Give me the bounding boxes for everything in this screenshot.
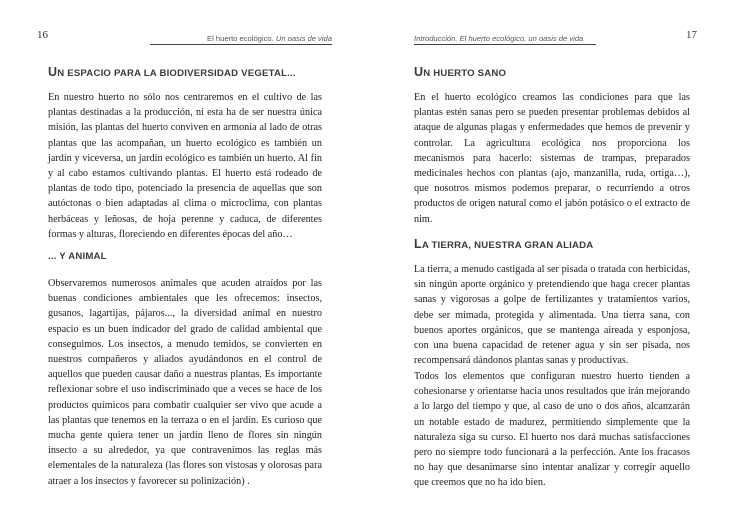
header-rule bbox=[414, 44, 596, 45]
body-paragraph: La tierra, a menudo castigada al ser pisada o tratada con herbicidas, sin ningún aporte orgánico y pretendiendo que haga crecer plantas sanas y vigorosas a golpe de fertilizantes y tratamientos varios, debe ser mimada, protegida y alimentada. Una tierra sana, con buenos aportes orgánicos, que se mantenga aireada y esponjosa, con una buena capacidad de retener agua y sin ser pisada, nos recompensará dándonos plantas sanas y productivas. bbox=[414, 264, 690, 367]
section-heading bbox=[414, 237, 593, 251]
section-heading bbox=[414, 65, 506, 79]
running-head-subtitle: Un oasis de vida bbox=[275, 34, 332, 43]
heading-initial: U bbox=[414, 65, 424, 79]
heading-initial: L bbox=[414, 237, 422, 251]
heading-text: N HUERTO SANO bbox=[423, 68, 507, 79]
body-paragraph: En nuestro huerto no sólo nos centraremos en el cultivo de las plantas destinadas a la producción, ni esta ha de ser nuestra única misión, las plantas del huerto conviven en armonía al lado de otras plantas que las acompañan, un huerto ecológico es también un jardín y viceversa, un jardín ecológico es también un huerto. Al fin y al cabo estamos cultivando plantas. El huerto está rodeado de plantas de todo tipo, potenciado la presencia de aquellas que son autóctonas o bien adaptadas al clima o microclima, con plantas herbáceas y leñosas, de hoja perenne y caduca, de diferentes formas y alturas, floreciendo en diferentes épocas del año… bbox=[48, 92, 322, 240]
section-heading: ... Y ANIMAL bbox=[48, 251, 107, 262]
body-paragraph: En el huerto ecológico creamos las condiciones para que las plantas estén sanas pero se pueden presentar problemas debidos al ataque de algunas plagas y enfermedades que hemos de prevenir y controlar. La agricultura ecológica nos proporciona los mecanismos para hacerlo: sistemas de trampas, preparados medicinales hechos con plantas (ajo, manzanilla, ruda, ortiga…), que nosotros mismos podemos preparar, o recurriendo a otros productos de origen natural como el jabón potásico o el extracto de nim. bbox=[414, 92, 690, 225]
running-head: Introducción. El huerto ecológico, un oasis de vida bbox=[414, 34, 584, 43]
heading-text: N ESPACIO PARA LA BIODIVERSIDAD VEGETAL... bbox=[57, 68, 296, 79]
section-heading bbox=[48, 65, 296, 79]
heading-text: A TIERRA, NUESTRA GRAN ALIADA bbox=[421, 240, 594, 251]
header-rule bbox=[150, 44, 332, 45]
body-paragraph: Observaremos numerosos animales que acuden atraídos por las buenas condiciones ambientales que les ofrecemos: insectos, gusanos, lagartijas, pájaros..., la diversidad animal en nuestro espacio es un buen indicador del grado de calidad ambiental que conseguimos. Los insectos, a menudo temidos, se convierten en nuestros compañeros y aliados ayudándonos en el control de aquellos que pueden causar daño a nuestras plantas. Es importante reflexionar sobre el uso indiscriminado que a veces se hace de los productos químicos para combatir cualquier ser vivo que acude a las plantas que tenemos en la terraza o en el jardín. Es curioso que mucha gente quiera tener un jardín lleno de flores sin ningún insecto a su alrededor, ya que contravenimos las reglas más elementales de la naturaleza (las flores son vistosas y olorosas para atraer a los insectos y favorecer su polinización) . bbox=[48, 278, 322, 487]
heading-initial: U bbox=[48, 65, 58, 79]
running-head-title: El huerto ecológico. bbox=[207, 34, 274, 43]
body-paragraph: Todos los elementos que configuran nuestro huerto tienden a cohesionarse y orientarse hacia unos resultados que irán mejorando a lo largo del tiempo y que, al caso de uno o dos años, alcanzarán un notable estado de madurez, permitiendo simplemente que la naturaleza siga su curso. El huerto nos dará muchas satisfacciones pero no siempre todo funcionará a la perfección. Ante los fracasos no hay que desanimarse sino intentar analizar y corregir aquello que creemos que no ha ido bien. bbox=[414, 371, 690, 489]
running-head bbox=[207, 34, 332, 43]
right-page bbox=[366, 0, 732, 510]
page-number: 16 bbox=[37, 29, 48, 41]
page-number: 17 bbox=[686, 29, 697, 41]
